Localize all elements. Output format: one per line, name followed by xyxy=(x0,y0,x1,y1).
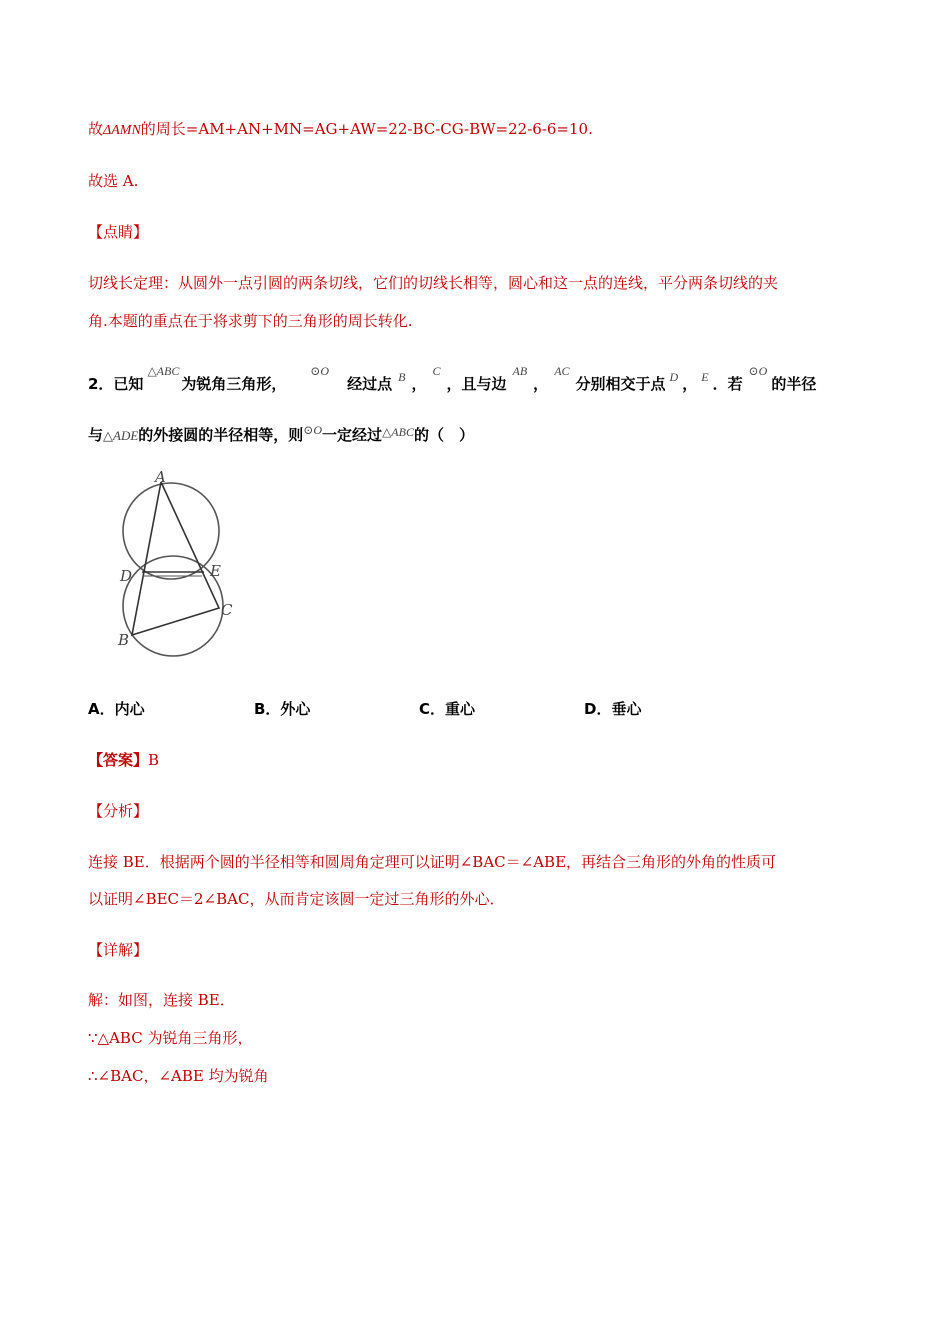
math-point-b: B xyxy=(398,370,406,384)
q-text-1: 为锐角三角形， xyxy=(181,375,287,393)
math-triangle-abc-2: △ABC xyxy=(382,425,414,439)
question-line-1 xyxy=(88,364,817,394)
math-circle-o: ⊙O xyxy=(310,364,330,378)
tip-line-2: 角.本题的重点在于将求剪下的三角形的周长转化. xyxy=(88,312,413,330)
option-a[interactable]: A．内心 xyxy=(88,700,145,718)
q-text-5: ， xyxy=(533,375,549,393)
math-side-ac: AC xyxy=(554,364,570,378)
math-point-c: C xyxy=(432,364,441,378)
label-a: A xyxy=(155,468,166,486)
q-text-6: 分别相交于点 xyxy=(575,375,666,393)
detail-line-3: ∴∠BAC，∠ABE 均为锐角 xyxy=(88,1067,269,1085)
option-d[interactable]: D．垂心 xyxy=(584,700,642,718)
q-text-9: 的半径 xyxy=(771,375,817,393)
q-text-2: 经过点 xyxy=(347,375,393,393)
tip-line-1: 切线长定理：从圆外一点引圆的两条切线，它们的切线长相等，圆心和这一点的连线，平分两条切线的夹 xyxy=(88,274,779,292)
prev-solution-line-2: 故选 A. xyxy=(88,172,139,190)
detail-line-2: ∵△ABC 为锐角三角形， xyxy=(88,1029,253,1047)
label-c: C xyxy=(221,601,233,619)
q-text-7: ， xyxy=(682,375,698,393)
math-triangle-ade: △ADE xyxy=(103,428,139,443)
math-side-ab: AB xyxy=(512,364,528,378)
detail-line-1: 解：如图，连接 BE． xyxy=(88,991,235,1009)
prev-solution-line-1 xyxy=(88,118,593,139)
geometry-figure xyxy=(110,468,270,668)
q2-text-2: 的外接圆的半径相等，则 xyxy=(138,426,304,444)
q-text-3: ， xyxy=(411,375,427,393)
triangle-abc xyxy=(132,482,219,635)
question-line-2 xyxy=(88,424,474,445)
option-b[interactable]: B．外心 xyxy=(254,700,311,718)
analysis-header: 【分析】 xyxy=(88,802,149,820)
tip-header: 【点睛】 xyxy=(88,223,149,241)
math-point-d: D xyxy=(669,370,679,384)
label-d: D xyxy=(120,567,133,585)
prev-line1-rest: 的周长=AM+AN+MN=AG+AW=22-BC-CG-BW=22-6-6=10. xyxy=(140,120,593,138)
q2-text-3: 一定经过 xyxy=(322,426,383,444)
prev-line1-prefix: 故 xyxy=(88,120,104,138)
option-c[interactable]: C．重心 xyxy=(419,700,476,718)
analysis-line-1: 连接 BE．根据两个圆的半径相等和圆周角定理可以证明∠BAC＝∠ABE，再结合三角形的外角的性质可 xyxy=(88,853,777,871)
small-circle xyxy=(123,483,219,579)
math-triangle-abc: △ABC xyxy=(147,364,180,378)
detail-header: 【详解】 xyxy=(88,941,149,959)
math-point-e: E xyxy=(701,370,709,384)
q-text-8: ．若 xyxy=(712,375,743,393)
label-e: E xyxy=(210,562,221,580)
q-text-4: ，且与边 xyxy=(446,375,507,393)
answer-label: 【答案】 xyxy=(88,751,149,769)
math-circle-o-3: ⊙O xyxy=(303,423,323,437)
q2-text-4: 的（ ） xyxy=(413,426,474,444)
answer-value: B xyxy=(148,751,160,769)
math-circle-o-2: ⊙O xyxy=(748,364,768,378)
prev-line1-math: ΔAMN xyxy=(103,123,141,138)
q2-text-1: 与 xyxy=(88,426,104,444)
question-number: 2．已知 xyxy=(88,375,144,393)
analysis-line-2: 以证明∠BEC＝2∠BAC，从而肯定该圆一定过三角形的外心． xyxy=(88,890,505,908)
label-b: B xyxy=(118,631,130,649)
answer-line xyxy=(88,749,159,770)
